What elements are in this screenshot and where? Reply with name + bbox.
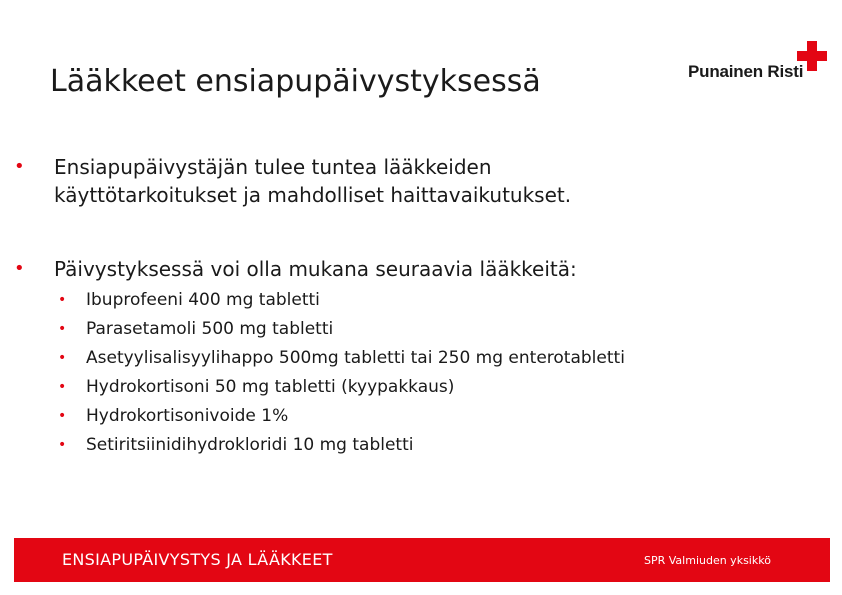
- footer-title: ENSIAPUPÄIVYSTYS JA LÄÄKKEET: [62, 550, 333, 569]
- bullet-1-line-2: käyttötarkoitukset ja mahdolliset haittavaikutukset.: [54, 183, 572, 207]
- medicine-item: Asetyylisalisyylihappo 500mg tabletti tai 250 mg enterotabletti: [86, 348, 625, 368]
- medicine-item: Setiritsiinidihydrokloridi 10 mg tabletti: [86, 435, 414, 455]
- bullet-dot: •: [58, 292, 67, 308]
- bullet-dot: •: [14, 258, 25, 279]
- logo-text: Punainen Risti: [688, 62, 804, 81]
- medicine-item: Parasetamoli 500 mg tabletti: [86, 319, 334, 339]
- bullet-1-line-1: Ensiapupäivystäjän tulee tuntea lääkkeiden: [54, 155, 492, 179]
- medicine-item: Hydrokortisonivoide 1%: [86, 406, 289, 426]
- red-cross-icon: [797, 41, 827, 71]
- bullet-dot: •: [58, 321, 67, 337]
- bullet-dot: •: [58, 350, 67, 366]
- bullet-dot: •: [58, 437, 67, 453]
- medicine-item: Hydrokortisoni 50 mg tabletti (kyypakkaus): [86, 377, 455, 397]
- bullet-dot: •: [58, 408, 67, 424]
- footer-bar: [14, 538, 830, 582]
- bullet-2-line-1: Päivystyksessä voi olla mukana seuraavia lääkkeitä:: [54, 257, 577, 281]
- bullet-dot: •: [58, 379, 67, 395]
- slide-title: Lääkkeet ensiapupäivystyksessä: [50, 64, 541, 99]
- medicine-item: Ibuprofeeni 400 mg tabletti: [86, 290, 320, 310]
- footer-unit: SPR Valmiuden yksikkö: [644, 554, 771, 567]
- bullet-dot: •: [14, 156, 25, 177]
- logo: [686, 40, 831, 90]
